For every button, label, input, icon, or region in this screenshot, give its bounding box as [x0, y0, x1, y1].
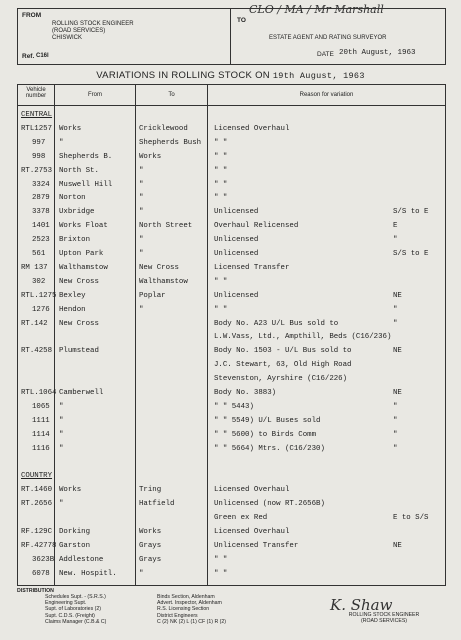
from-cell: Bexley — [59, 291, 86, 300]
variations-table — [17, 84, 446, 586]
table-row — [18, 192, 445, 205]
vehicle-cell: CENTRAL — [21, 111, 53, 119]
vehicle-cell: 302 — [32, 277, 46, 286]
distribution-item: Schedules Supt. - (S.R.S.) — [45, 594, 106, 600]
distribution-item: C (2) NK (2) L (1) CF (1) R (2) — [157, 618, 226, 625]
vehicle-cell: 997 — [32, 138, 46, 147]
title-text: VARIATIONS IN ROLLING STOCK ON — [96, 70, 270, 81]
memo-header — [17, 3, 446, 65]
from-cell: New Cross — [59, 277, 99, 286]
vehicle-cell: 2879 — [32, 194, 50, 203]
reason-cell: Unlicensed — [214, 236, 259, 245]
reason-cell: " " 5600) to Birds Comm — [214, 430, 317, 439]
reason-cell: Licensed Overhaul — [214, 486, 290, 495]
code-cell: S/S to E — [393, 208, 429, 217]
vehicle-cell: RM 137 — [21, 263, 48, 272]
table-row — [18, 206, 445, 219]
reason-cell: Body No. A23 U/L Bus sold to — [214, 319, 339, 328]
vehicle-cell: RTL.1064 — [21, 389, 57, 397]
table-row — [18, 345, 445, 358]
table-row — [18, 415, 445, 428]
vehicle-cell: 1114 — [32, 430, 50, 439]
header-divider — [18, 105, 445, 106]
vehicle-cell: RF.129C — [21, 528, 53, 536]
to-cell: Shepherds Bush — [139, 138, 202, 147]
reason-cell: " " — [214, 180, 228, 189]
from-line-1: ROLLING STOCK ENGINEER — [52, 21, 134, 27]
vehicle-cell: COUNTRY — [21, 472, 53, 481]
vehicle-cell: 1116 — [32, 444, 50, 453]
reason-cell: Unlicensed — [214, 250, 259, 258]
reason-cell: Unlicensed Transfer — [214, 541, 299, 550]
to-cell: North Street — [139, 222, 193, 231]
reason-cell: Body No. 3883) — [214, 389, 277, 397]
date-value: 20th August, 1963 — [339, 49, 416, 57]
table-row — [18, 568, 445, 581]
distribution-item: Binds Section, Aldenham — [157, 594, 215, 600]
table-row — [18, 220, 445, 233]
to-cell: Works — [139, 152, 162, 161]
code-cell: " — [393, 430, 398, 439]
table-row — [18, 429, 445, 442]
table-row — [18, 331, 445, 344]
table-row — [18, 137, 445, 150]
reason-cell: " " — [214, 555, 228, 564]
reason-cell: Licensed Overhaul — [214, 528, 290, 536]
table-row — [18, 123, 445, 136]
from-label: FROM — [22, 12, 42, 19]
to-cell: Grays — [139, 541, 162, 550]
code-cell: " — [393, 319, 398, 328]
from-cell: North St. — [59, 166, 99, 175]
vehicle-cell: RT.4258 — [21, 347, 53, 356]
to-cell: Poplar — [139, 291, 166, 300]
to-cell: Works — [139, 528, 162, 536]
to-cell: Grays — [139, 555, 162, 564]
from-cell: New. Hospitl. — [59, 569, 117, 578]
distribution-label: DISTRIBUTION — [17, 588, 54, 594]
vehicle-cell: RT.1460 — [21, 486, 53, 495]
from-cell: Works — [59, 124, 82, 133]
table-row — [18, 234, 445, 247]
from-cell: Upton Park — [59, 250, 104, 258]
vehicle-cell: RT.2656 — [21, 500, 53, 509]
vehicle-cell: 3378 — [32, 208, 50, 217]
vehicle-cell: 1111 — [32, 416, 50, 425]
vehicle-cell: 3623B — [32, 555, 55, 564]
handwritten-signature: K. Shaw — [330, 596, 393, 614]
reason-cell: Body No. 1503 - U/L Bus sold to — [214, 347, 352, 356]
code-cell: " — [393, 305, 398, 314]
vehicle-cell: RT.142 — [21, 319, 48, 328]
reason-cell: Licensed Transfer — [214, 263, 290, 272]
from-cell: Norton — [59, 194, 86, 203]
table-row — [18, 151, 445, 164]
from-cell: Brixton — [59, 236, 91, 245]
code-cell: E to S/S — [393, 514, 429, 523]
from-cell: Muswell Hill — [59, 180, 113, 189]
to-label: TO — [237, 17, 246, 24]
table-row — [18, 290, 445, 303]
table-row — [18, 554, 445, 567]
to-cell: Tring — [139, 486, 162, 495]
reason-cell: Stevenston, Ayrshire (C16/226) — [214, 375, 348, 384]
document-title — [0, 70, 461, 81]
to-cell: " — [139, 250, 144, 258]
vehicle-cell: 998 — [32, 152, 46, 161]
vehicle-cell: 3324 — [32, 180, 50, 189]
from-block — [18, 9, 231, 64]
table-row — [18, 387, 445, 400]
signatory-title-line: (ROAD SERVICES) — [360, 618, 408, 625]
from-cell: " — [59, 138, 64, 147]
reason-cell: J.C. Stewart, 63, Old High Road — [214, 361, 352, 370]
distribution-item: Engineering Supt. — [45, 600, 87, 607]
to-cell: " — [139, 180, 144, 189]
vehicle-cell: 1065 — [32, 402, 50, 411]
distribution-item: Supt. C.D.S. (Freight) — [45, 612, 95, 619]
code-cell: NE — [393, 291, 402, 300]
col-header-to: To — [168, 92, 175, 98]
col-header-vehicle: Vehicle number — [25, 87, 47, 99]
distribution-item: Claims Manager (C.B.& C) — [45, 618, 107, 625]
to-department: ESTATE AGENT AND RATING SURVEYOR — [269, 35, 387, 41]
from-cell: " — [59, 402, 64, 411]
distribution-item: Supt. of Laboratories (2) — [45, 606, 101, 613]
from-cell: Plumstead — [59, 347, 99, 356]
from-cell: Works Float — [59, 222, 108, 231]
reason-cell: " " — [214, 194, 228, 203]
table-row — [18, 540, 445, 553]
table-row — [18, 498, 445, 511]
table-row — [18, 109, 445, 122]
reason-cell: Licensed Overhaul — [214, 124, 290, 133]
code-cell: " — [393, 402, 398, 411]
table-row — [18, 484, 445, 497]
signatory-title-line: ROLLING STOCK ENGINEER — [348, 612, 420, 618]
from-cell: Shepherds B. — [59, 152, 113, 161]
table-row — [18, 304, 445, 317]
ref-value: C16l — [36, 53, 49, 59]
from-line-3: CHISWICK — [52, 35, 82, 41]
code-cell: S/S to E — [393, 250, 429, 258]
to-cell: " — [139, 208, 144, 217]
code-cell: NE — [393, 347, 402, 356]
table-row — [18, 512, 445, 525]
from-cell: " — [59, 430, 64, 439]
vehicle-cell: 1401 — [32, 222, 50, 231]
from-cell: Garston — [59, 541, 91, 550]
ref-label: Ref. — [22, 53, 35, 60]
from-cell: Dorking — [59, 528, 91, 536]
vehicle-cell: 1276 — [32, 305, 50, 314]
to-cell: " — [139, 166, 144, 175]
table-row — [18, 318, 445, 331]
table-row — [18, 359, 445, 372]
vehicle-cell: RTL1257 — [21, 124, 53, 133]
from-cell: Camberwell — [59, 389, 104, 397]
from-cell: Uxbridge — [59, 208, 95, 217]
to-cell: " — [139, 305, 144, 314]
table-row — [18, 165, 445, 178]
code-cell: " — [393, 416, 398, 425]
to-cell: " — [139, 194, 144, 203]
title-date: 19th August, 1963 — [272, 71, 365, 81]
vehicle-cell: RT.2753 — [21, 166, 53, 175]
reason-cell: " " — [214, 152, 228, 161]
distribution-item: R.S. Licensing Section — [157, 606, 210, 613]
to-cell: " — [139, 569, 144, 578]
code-cell: NE — [393, 389, 402, 397]
from-cell: Walthamstow — [59, 263, 108, 272]
vehicle-cell: 6078 — [32, 569, 50, 578]
reason-cell: " " 5664) Mtrs. (C16/230) — [214, 444, 325, 453]
table-row — [18, 262, 445, 275]
table-row — [18, 248, 445, 261]
from-cell: New Cross — [59, 319, 99, 328]
reason-cell: " " — [214, 305, 228, 314]
to-handwritten: CLO / MA / Mr Marshall — [249, 3, 384, 16]
to-block — [231, 3, 445, 64]
table-row — [18, 276, 445, 289]
to-cell: " — [139, 236, 144, 245]
table-row — [18, 179, 445, 192]
vehicle-cell: 561 — [32, 250, 46, 258]
reason-cell: Overhaul Relicensed — [214, 222, 299, 231]
reason-cell: " " 5443) — [214, 402, 254, 411]
vehicle-cell: RF.42778 — [21, 541, 57, 550]
reason-cell: Unlicensed (now RT.2656B) — [214, 500, 325, 509]
table-row — [18, 457, 445, 470]
to-cell: New Cross — [139, 263, 179, 272]
code-cell: E — [393, 222, 398, 231]
table-row — [18, 373, 445, 386]
from-cell: Works — [59, 486, 82, 495]
table-row — [18, 443, 445, 456]
code-cell: NE — [393, 541, 402, 550]
col-header-reason: Reason for variation — [299, 92, 354, 98]
code-cell: " — [393, 444, 398, 453]
distribution-item: District Engineers — [157, 612, 198, 619]
reason-cell: " " 5549) U/L Buses sold — [214, 416, 321, 425]
reason-cell: " " — [214, 569, 228, 578]
vehicle-cell: 2523 — [32, 236, 50, 245]
table-row — [18, 526, 445, 539]
distribution-list-1 — [45, 594, 106, 625]
reason-cell: " " — [214, 138, 228, 147]
reason-cell: Unlicensed — [214, 291, 259, 300]
vehicle-cell: RTL.1275 — [21, 291, 57, 300]
reason-cell: " " — [214, 166, 228, 175]
from-cell: Hendon — [59, 305, 86, 314]
code-cell: " — [393, 236, 398, 245]
from-cell: " — [59, 444, 64, 453]
from-line-2: (ROAD SERVICES) — [52, 28, 106, 34]
reason-cell: " " — [214, 277, 228, 286]
reason-cell: Unlicensed — [214, 208, 259, 217]
table-row — [18, 401, 445, 414]
from-cell: " — [59, 416, 64, 425]
from-cell: " — [59, 500, 64, 509]
table-row — [18, 470, 445, 483]
from-cell: Addlestone — [59, 555, 104, 564]
date-label: DATE — [317, 51, 334, 58]
distribution-item: Advert. Inspector, Aldenham — [157, 600, 222, 607]
col-header-from: From — [88, 92, 102, 98]
reason-cell: Green ex Red — [214, 514, 268, 523]
to-cell: Cricklewood — [139, 124, 188, 133]
distribution-list-2 — [157, 594, 226, 625]
to-cell: Walthamstow — [139, 277, 188, 286]
reason-cell: L.W.Vass, Ltd., Ampthill, Beds (C16/236) — [214, 333, 392, 342]
to-cell: Hatfield — [139, 500, 175, 509]
